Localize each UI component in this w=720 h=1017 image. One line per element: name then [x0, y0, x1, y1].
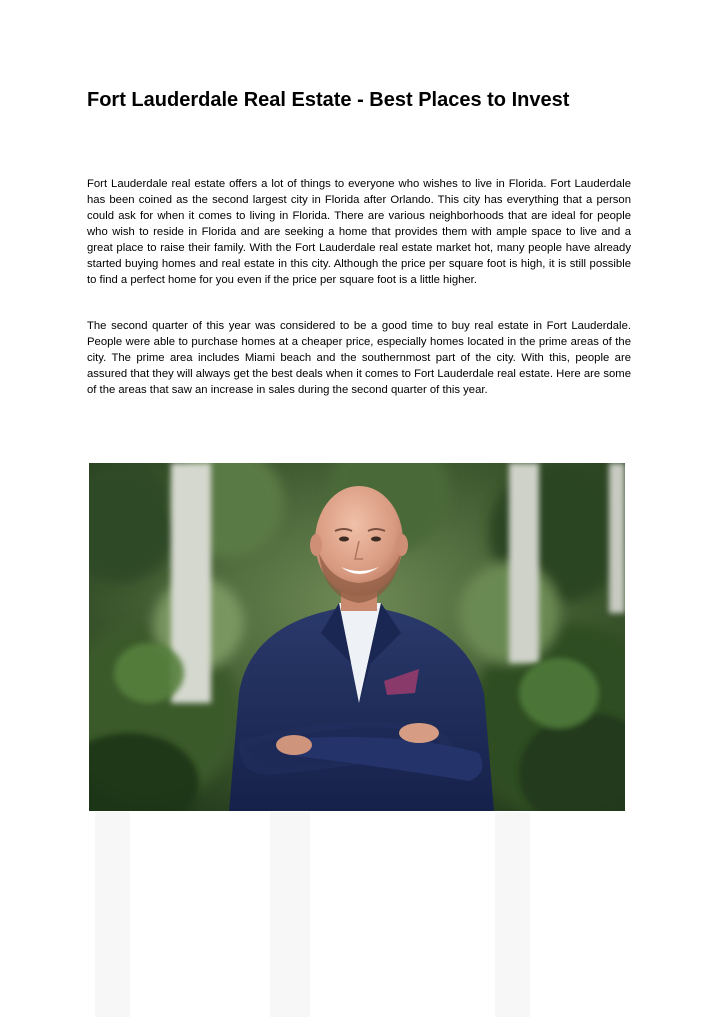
page-title: Fort Lauderdale Real Estate - Best Places to Invest — [87, 89, 570, 111]
agent-photo — [89, 463, 625, 811]
background-shading — [270, 812, 310, 1017]
background-shading — [95, 812, 130, 1017]
background-shading — [495, 812, 530, 1017]
paragraph-intro: Fort Lauderdale real estate offers a lot of things to everyone who wishes to live in Florida. Fort Lauderdale has been coined as the second largest city in Florida after Orlando. This city has everything that a person could ask for when it comes to living in Florida. There are various neighborhoods that are ideal for people who wish to reside in Florida and are seeking a home that provides them with ample space to live and a great place to raise their family. With the Fort Lauderdale real estate market hot, many people have already started buying homes and real estate in this city. Although the price per square foot is high, it is still possible to find a perfect home for you even if the price per square foot is a little higher. — [87, 178, 631, 286]
agent-photo-illustration — [89, 463, 625, 811]
paragraph-second-quarter: The second quarter of this year was considered to be a good time to buy real estate in Fort Lauderdale. People were able to purchase homes at a cheaper price, especially homes located in the prime areas of the city. The prime area includes Miami beach and the southernmost part of the city. With this, people are assured that they will always get the best deals when it comes to Fort Lauderdale real estate. Here are some of the areas that saw an increase in sales during the second quarter of this year. — [87, 320, 631, 396]
